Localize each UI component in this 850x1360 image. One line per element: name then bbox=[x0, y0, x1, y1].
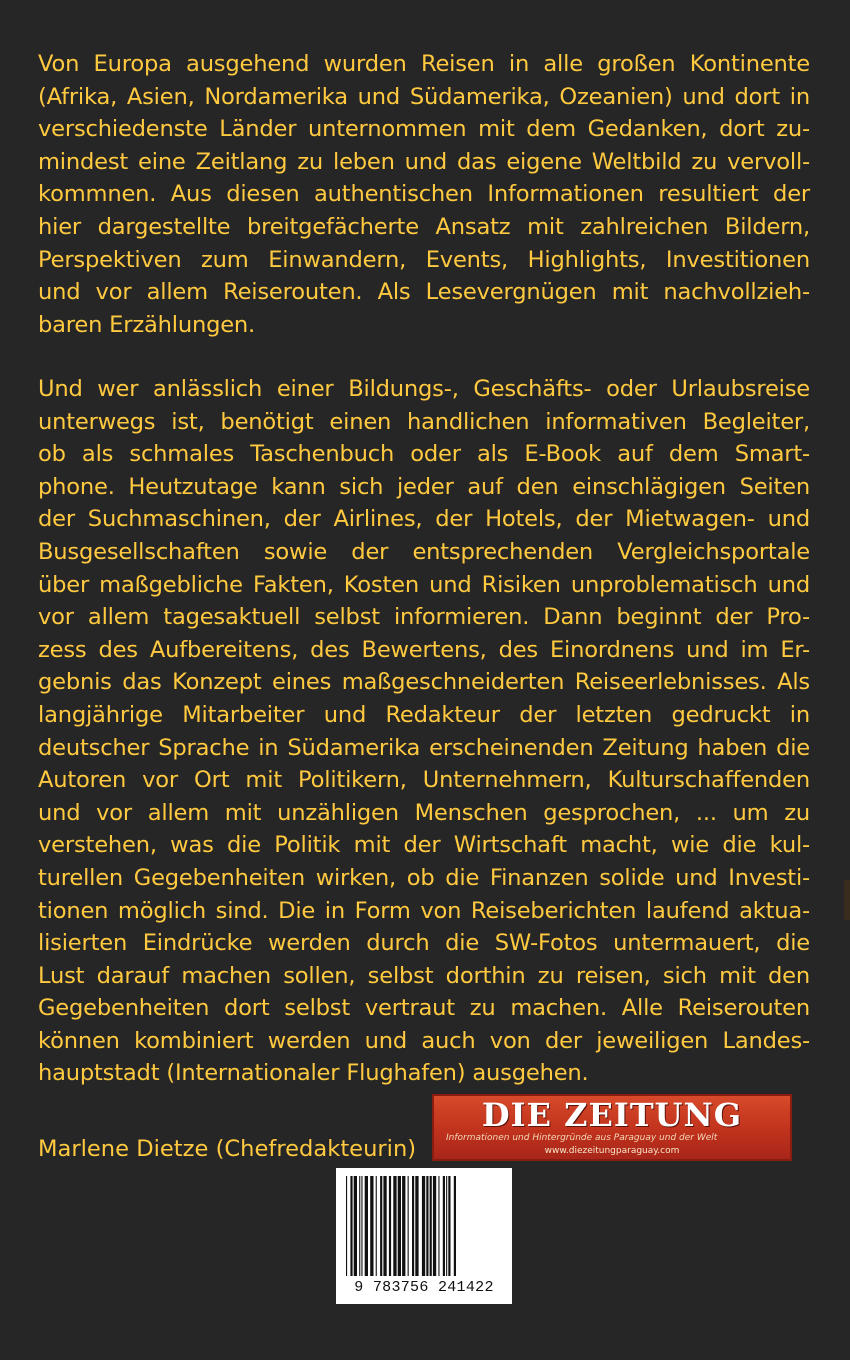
barcode-bar bbox=[383, 1176, 386, 1276]
barcode-bar bbox=[393, 1176, 396, 1276]
barcode-bar bbox=[422, 1176, 425, 1276]
text-line: zess des Aufbereitens, des Bewertens, des Einordnens und im Er- bbox=[38, 636, 810, 663]
text-line: Gegebenheiten dort selbst vertraut zu machen. Alle Reiserouten bbox=[38, 995, 810, 1022]
author-signature: Marlene Dietze (Chefredakteurin) bbox=[38, 1136, 417, 1162]
text-line: gebnis das Konzept eines maßgeschneiderten Reiseerlebnisses. Als bbox=[38, 669, 810, 696]
text-line: verschiedenste Länder unternommen mit dem Gedanken, dort zu- bbox=[38, 116, 810, 143]
text-line: Busgesellschaften sowie der entsprechenden Vergleichsportale bbox=[38, 538, 810, 565]
barcode-bar bbox=[359, 1176, 360, 1276]
logo-url: www.diezeitungparaguay.com bbox=[544, 1146, 680, 1156]
barcode-bar bbox=[380, 1176, 382, 1276]
blurb-paragraph-1 bbox=[38, 48, 810, 341]
die-zeitung-logo bbox=[432, 1094, 792, 1161]
text-line: und vor allem mit unzähligen Menschen gesprochen, ... um zu bbox=[38, 799, 810, 826]
barcode-bar bbox=[438, 1176, 439, 1276]
text-line: ob als schmales Taschenbuch oder als E-Book auf dem Smart- bbox=[38, 441, 810, 468]
text-line: (Afrika, Asien, Nordamerika und Südamerika, Ozeanien) und dort in bbox=[38, 83, 810, 110]
barcode-bar bbox=[454, 1176, 456, 1276]
text-line: Autoren vor Ort mit Politikern, Unternehmern, Kulturschaffenden bbox=[38, 767, 810, 794]
barcode-bar bbox=[370, 1176, 373, 1276]
text-line: über maßgebliche Fakten, Kosten und Risiken unproblematisch und bbox=[38, 571, 810, 598]
blurb-paragraph-2 bbox=[38, 373, 810, 1090]
text-line: mindest eine Zeitlang zu leben und das eigene Weltbild zu vervoll- bbox=[38, 148, 810, 175]
edge-shadow bbox=[844, 880, 850, 920]
text-line: Von Europa ausgehend wurden Reisen in alle großen Kontinente bbox=[38, 51, 810, 77]
barcode-bar bbox=[443, 1176, 445, 1276]
barcode-bars bbox=[344, 1176, 504, 1278]
barcode-bar bbox=[365, 1176, 368, 1276]
text-line: kommnen. Aus diesen authentischen Informationen resultiert der bbox=[38, 181, 810, 208]
text-line: phone. Heutzutage kann sich jeder auf den einschlägigen Seiten bbox=[38, 473, 810, 500]
text-line: baren Erzählungen. bbox=[38, 311, 256, 338]
text-line: Und wer anlässlich einer Bildungs-, Geschäfts- oder Urlaubsreise bbox=[38, 376, 810, 402]
text-line: verstehen, was die Politik mit der Wirtschaft macht, wie die kul- bbox=[38, 832, 810, 859]
barcode-bar bbox=[350, 1176, 352, 1276]
barcode-bar bbox=[398, 1176, 401, 1276]
barcode-bar bbox=[446, 1176, 447, 1276]
barcode-bar bbox=[354, 1176, 357, 1276]
barcode-bar bbox=[376, 1176, 377, 1276]
text-line: tionen möglich sind. Die in Form von Reiseberichten laufend aktua- bbox=[38, 897, 810, 924]
text-line: der Suchmaschinen, der Airlines, der Hotels, der Mietwagen- und bbox=[38, 506, 810, 533]
logo-tagline: Informationen und Hintergründe aus Paraguay und der Welt bbox=[446, 1133, 718, 1143]
barcode-bar bbox=[389, 1176, 391, 1276]
barcode-bar bbox=[426, 1176, 428, 1276]
text-line: deutscher Sprache in Südamerika erscheinenden Zeitung haben die bbox=[38, 734, 810, 761]
text-line: hauptstadt (Internationaler Flughafen) ausgehen. bbox=[38, 1060, 589, 1087]
barcode-bar bbox=[415, 1176, 418, 1276]
barcode-bar bbox=[412, 1176, 414, 1276]
text-line: lisierten Eindrücke werden durch die SW-Fotos untermauert, die bbox=[38, 930, 810, 957]
text-line: unterwegs ist, benötigt einen handlichen informativen Begleiter, bbox=[38, 408, 810, 435]
barcode-bar bbox=[448, 1176, 450, 1276]
isbn-barcode bbox=[336, 1168, 512, 1304]
barcode-bar bbox=[433, 1176, 436, 1276]
text-line: turellen Gegebenheiten wirken, ob die Finanzen solide und Investi- bbox=[38, 864, 810, 891]
logo-title: DIE ZEITUNG bbox=[481, 1096, 743, 1134]
text-line: hier dargestellte breitgefächerte Ansatz mit zahlreichen Bildern, bbox=[38, 213, 810, 240]
text-line: können kombiniert werden und auch von der jeweiligen Landes- bbox=[38, 1027, 810, 1054]
text-line: Perspektiven zum Einwandern, Events, Highlights, Investitionen bbox=[38, 246, 810, 273]
text-line: vor allem tagesaktuell selbst informieren. Dann beginnt der Pro- bbox=[38, 604, 810, 631]
barcode-bar bbox=[408, 1176, 409, 1276]
text-line: Lust darauf machen sollen, selbst dorthin zu reisen, sich mit den bbox=[38, 962, 810, 989]
text-line: und vor allem Reiserouten. Als Lesevergnügen mit nachvollzieh- bbox=[38, 279, 810, 306]
text-line: langjährige Mitarbeiter und Redakteur der letzten gedruckt in bbox=[38, 701, 810, 728]
barcode-bar bbox=[402, 1176, 405, 1276]
barcode-bar bbox=[430, 1176, 432, 1276]
barcode-bar bbox=[361, 1176, 362, 1276]
barcode-bar bbox=[346, 1176, 347, 1276]
barcode-number: 9 783756 241422 bbox=[354, 1279, 494, 1296]
